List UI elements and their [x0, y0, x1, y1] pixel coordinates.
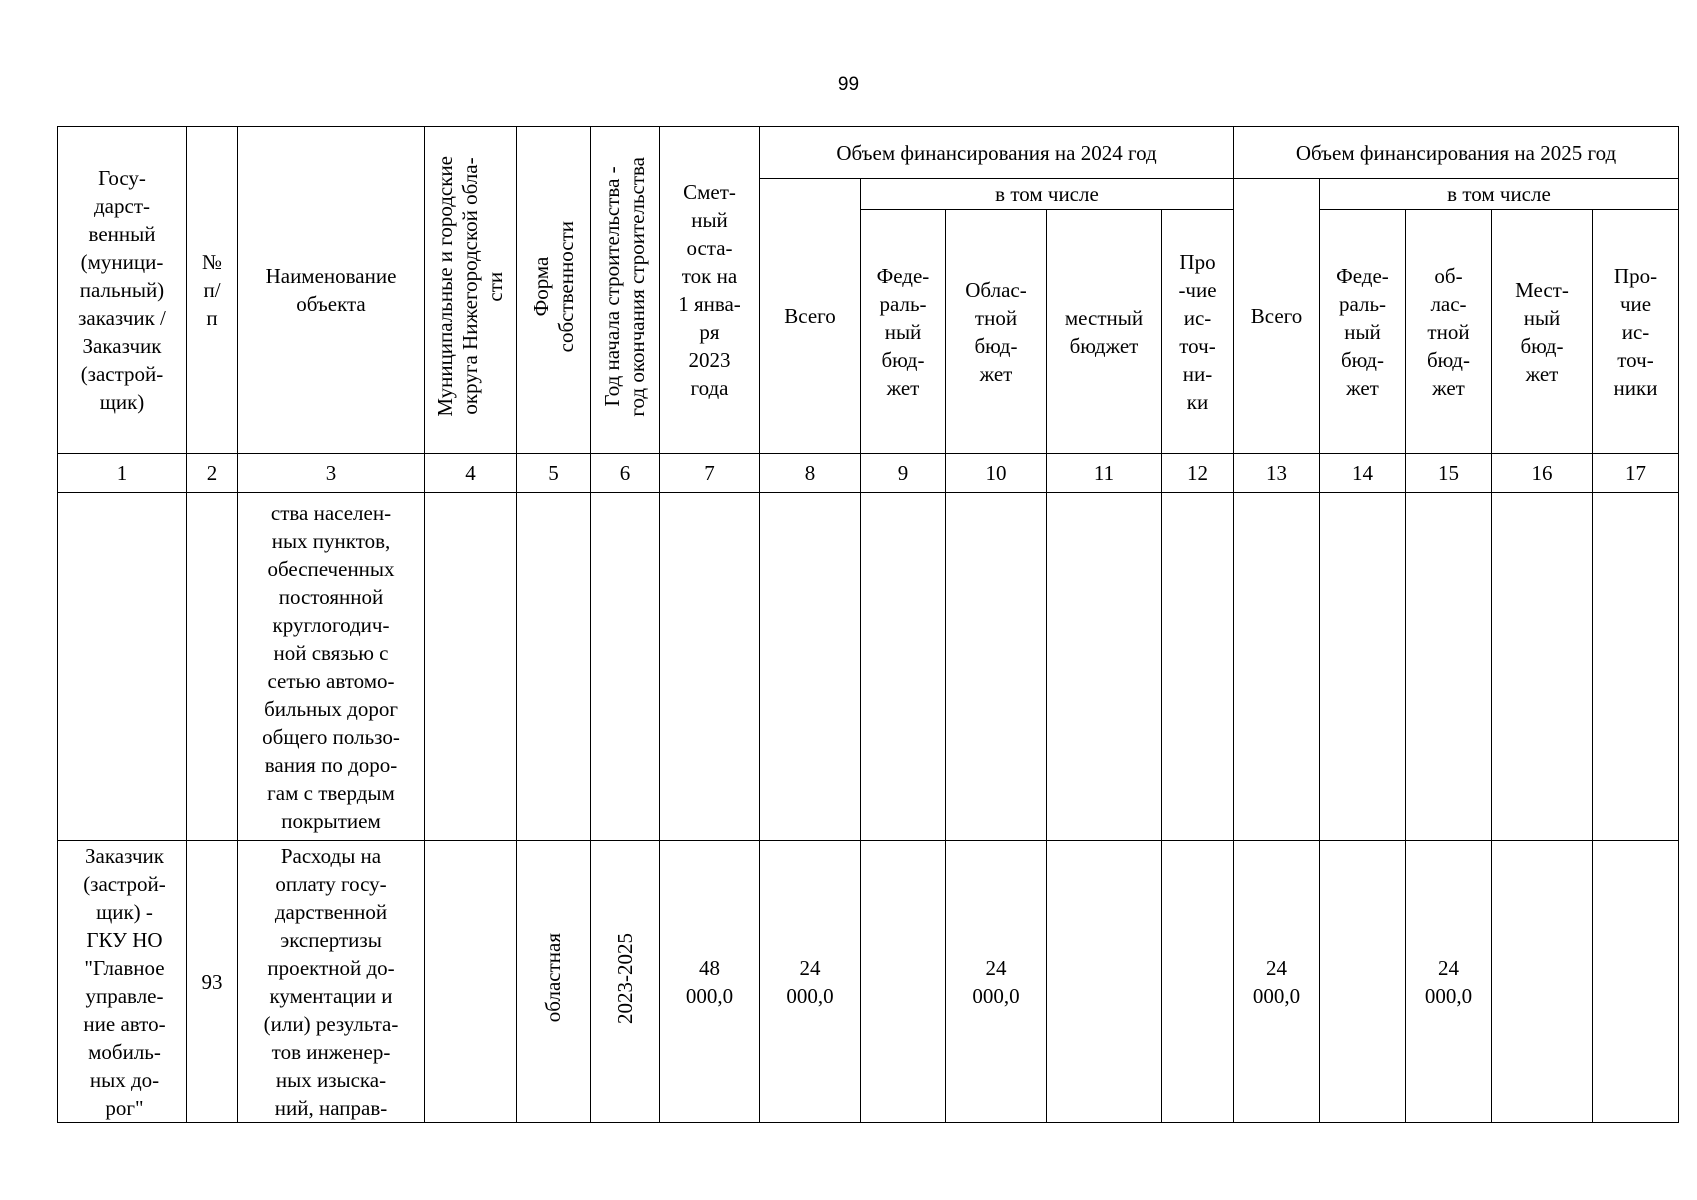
cell-ownership [517, 493, 591, 841]
cell-2025-regional: 24 000,0 [1406, 841, 1492, 1123]
header-2024-incl: в том числе [861, 179, 1234, 210]
column-number: 16 [1492, 454, 1593, 493]
cell-2025-local [1492, 841, 1593, 1123]
column-number: 5 [517, 454, 591, 493]
cell-2025-total: 24 000,0 [1234, 841, 1320, 1123]
cell-2024-regional [946, 493, 1047, 841]
cell-number: 93 [187, 841, 238, 1123]
header-number: № п/ п [187, 127, 238, 454]
column-number: 8 [760, 454, 861, 493]
header-municipal: Муниципальные и городские округа Нижегородской обла- сти [425, 127, 517, 454]
column-number: 11 [1047, 454, 1162, 493]
cell-years: 2023-2025 [591, 841, 660, 1123]
cell-ownership: областная [517, 841, 591, 1123]
cell-customer: Заказчик (застрой- щик) - ГКУ НО "Главное управле- ние авто- мобиль- ных до- рог" [58, 841, 187, 1123]
column-number: 13 [1234, 454, 1320, 493]
column-number: 1 [58, 454, 187, 493]
header-2025-total: Всего [1234, 179, 1320, 454]
header-estimate: Смет- ный оста- ток на 1 янва- ря 2023 года [660, 127, 760, 454]
column-number: 6 [591, 454, 660, 493]
cell-number [187, 493, 238, 841]
header-2025-incl: в том числе [1320, 179, 1679, 210]
header-2024-local: местный бюджет [1047, 210, 1162, 454]
header-fin-2025-title: Объем финансирования на 2025 год [1234, 127, 1679, 179]
cell-2024-federal [861, 841, 946, 1123]
cell-2024-local [1047, 493, 1162, 841]
header-2025-local: Мест- ный бюд- жет [1492, 210, 1593, 454]
cell-2024-total [760, 493, 861, 841]
cell-object-name: ства населен- ных пунктов, обеспеченных постоянной круглогодич- ной связью с сетью автомо- бильных дорог общего пользо- вания по доро- гам с твердым покрытием [238, 493, 425, 841]
header-2024-other: Про -чие ис- точ- ни- ки [1162, 210, 1234, 454]
header-2025-other: Про- чие ис- точ- ники [1593, 210, 1679, 454]
cell-estimate: 48 000,0 [660, 841, 760, 1123]
cell-2025-federal [1320, 841, 1406, 1123]
cell-2025-other [1593, 841, 1679, 1123]
cell-municipal [425, 493, 517, 841]
cell-object-name: Расходы на оплату госу- дарственной экспертизы проектной до- кументации и (или) результа- тов инженер- ных изыска- ний, направ- [238, 841, 425, 1123]
column-number: 10 [946, 454, 1047, 493]
table-row [58, 493, 1679, 841]
header-years: Год начала строительства - год окончания строительства [591, 127, 660, 454]
header-object-name: Наименование объекта [238, 127, 425, 454]
cell-2024-regional: 24 000,0 [946, 841, 1047, 1123]
cell-2024-other [1162, 493, 1234, 841]
header-2025-federal: Феде- раль- ный бюд- жет [1320, 210, 1406, 454]
header-2024-regional: Облас- тной бюд- жет [946, 210, 1047, 454]
cell-2024-other [1162, 841, 1234, 1123]
column-number: 3 [238, 454, 425, 493]
cell-years [591, 493, 660, 841]
financing-table [57, 126, 1679, 1123]
cell-2025-other [1593, 493, 1679, 841]
column-number: 14 [1320, 454, 1406, 493]
cell-2024-federal [861, 493, 946, 841]
cell-2025-local [1492, 493, 1593, 841]
cell-2025-regional [1406, 493, 1492, 841]
column-number: 2 [187, 454, 238, 493]
column-number: 7 [660, 454, 760, 493]
cell-2025-federal [1320, 493, 1406, 841]
column-number: 15 [1406, 454, 1492, 493]
column-number: 17 [1593, 454, 1679, 493]
header-fin-2024-title: Объем финансирования на 2024 год [760, 127, 1234, 179]
cell-2025-total [1234, 493, 1320, 841]
column-number: 4 [425, 454, 517, 493]
cell-estimate [660, 493, 760, 841]
page-number: 99 [837, 74, 860, 95]
cell-2024-local [1047, 841, 1162, 1123]
header-ownership: Форма собственности [517, 127, 591, 454]
cell-municipal [425, 841, 517, 1123]
header-2025-regional: об- лас- тной бюд- жет [1406, 210, 1492, 454]
column-number: 12 [1162, 454, 1234, 493]
cell-2024-total: 24 000,0 [760, 841, 861, 1123]
column-number: 9 [861, 454, 946, 493]
cell-customer [58, 493, 187, 841]
table-row [58, 841, 1679, 1123]
column-number-row [58, 454, 1679, 493]
header-2024-federal: Феде- раль- ный бюд- жет [861, 210, 946, 454]
header-2024-total: Всего [760, 179, 861, 454]
header-customer: Госу- дарст- венный (муници- пальный) заказчик / Заказчик (застрой- щик) [58, 127, 187, 454]
